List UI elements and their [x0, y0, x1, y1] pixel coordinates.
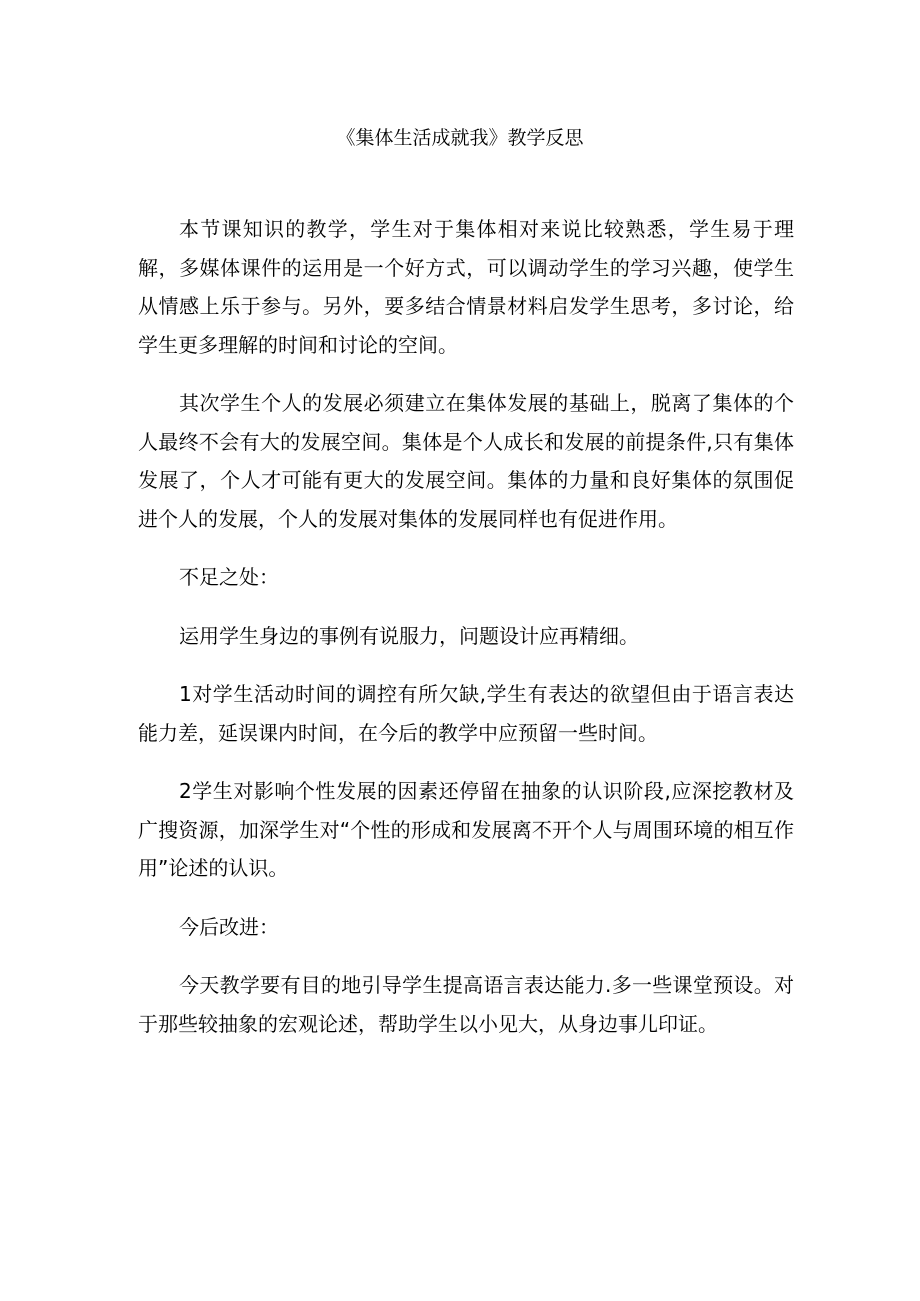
heading-shortcomings: 不足之处：: [179, 565, 279, 589]
paragraph-intro: 本节课知识的教学，学生对于集体相对来说比较熟悉，学生易于理解，多媒体课件的运用是一个好方式，可以调动学生的学习兴趣，使学生从情感上乐于参与。另外，要多结合情景材料启发学生思考，多讨论，给学生更多理解的时间和讨论的空间。: [138, 217, 794, 357]
paragraph-improvement: 今天教学要有目的地引导学生提高语言表达能力.多一些课堂预设。对于那些较抽象的宏观论述，帮助学生以小见大，从身边事儿印证。: [138, 973, 794, 1036]
paragraph-shortcoming-2: 2学生对影响个性发展的因素还停留在抽象的认识阶段,应深挖教材及广搜资源，加深学生对“个性的形成和发展离不开个人与周围环境的相互作用”论述的认识。: [138, 779, 794, 880]
paragraph-shortcoming-1: 1对学生活动时间的调控有所欠缺,学生有表达的欲望但由于语言表达能力差，延误课内时间，在今后的教学中应预留一些时间。: [138, 682, 794, 745]
document-body: [138, 210, 794, 1063]
paragraph-development: 其次学生个人的发展必须建立在集体发展的基础上，脱离了集体的个人最终不会有大的发展空间。集体是个人成长和发展的前提条件,只有集体发展了，个人才可能有更大的发展空间。集体的力量和良好集体的氛围促进个人的发展，个人的发展对集体的发展同样也有促进作用。: [138, 391, 794, 531]
heading-improvements: 今后改进：: [179, 914, 279, 939]
document-title: 《集体生活成就我》教学反思: [336, 127, 584, 149]
paragraph-examples: 运用学生身边的事例有说服力，问题设计应再精细。: [179, 623, 639, 648]
